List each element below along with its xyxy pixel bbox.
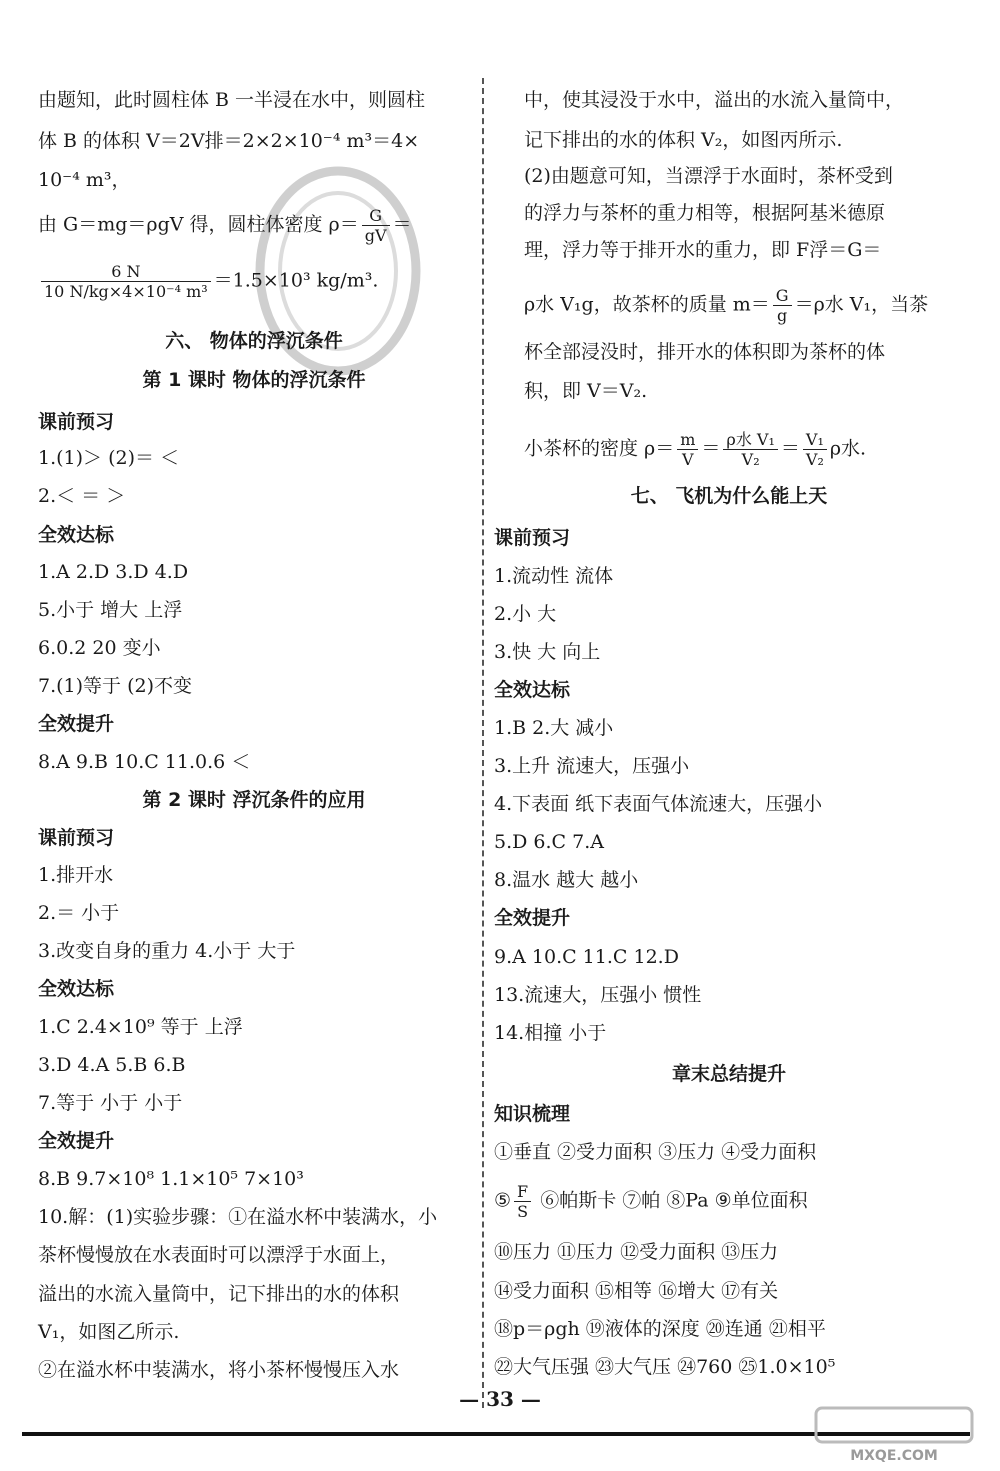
formula-text: 由 G＝mg＝ρgV 得，圆柱体密度 ρ＝ (38, 213, 359, 236)
answer-line: ②在溢水杯中装满水，将小茶杯慢慢压入水 (38, 1359, 400, 1381)
answer-line: 1.流动性 流体 (494, 565, 614, 587)
text-line: 的浮力与茶杯的重力相等，根据阿基米德原 (524, 202, 886, 224)
answer-line: 14.相撞 小于 (494, 1022, 607, 1044)
subsection-heading: 课前预习 (38, 827, 115, 849)
section-title: 七、 飞机为什么能上天 (630, 485, 828, 507)
numerator: m (677, 430, 698, 450)
answer-line: 3.改变自身的重力 4.小于 大于 (38, 940, 296, 962)
answer-line: 3.D 4.A 5.B 6.B (38, 1054, 186, 1076)
denominator: V₂ (741, 450, 760, 469)
text-line: 中，使其浸没于水中，溢出的水流入量筒中， (524, 89, 905, 111)
answer-line: 4.下表面 纸下表面气体流速大，压强小 (494, 793, 823, 815)
subsection-heading: 课前预习 (494, 527, 571, 549)
subsection-heading: 全效达标 (38, 978, 115, 1000)
answer-text: ⑥帕斯卡 ⑦帕 ⑧Pa ⑨单位面积 (534, 1189, 808, 1212)
formula-text: 小茶杯的密度 ρ＝ (524, 437, 675, 460)
section-title: 章末总结提升 (671, 1063, 786, 1085)
text-line: 理，浮力等于排开水的重力，即 F浮＝G＝ (524, 239, 882, 261)
answer-line (494, 1182, 808, 1221)
formula-text: ＝ (780, 437, 800, 460)
fraction (803, 430, 827, 469)
subsection-heading: 知识梳理 (494, 1103, 571, 1125)
text-line: 积，即 V＝V₂. (524, 380, 648, 402)
fraction (41, 262, 211, 301)
answer-line: 1.A 2.D 3.D 4.D (38, 561, 189, 583)
answer-line: 3.快 大 向上 (494, 641, 601, 663)
fraction (677, 430, 698, 469)
denominator: V (682, 450, 694, 469)
text-line: 杯全部浸没时，排开水的体积即为茶杯的体 (524, 341, 886, 363)
page-number: — 33 — (459, 1387, 541, 1411)
answer-line: ⑭受力面积 ⑮相等 ⑯增大 ⑰有关 (494, 1280, 779, 1302)
subsection-heading: 课前预习 (38, 411, 115, 433)
text-line: 记下排出的水的体积 V₂，如图丙所示. (524, 129, 843, 151)
column-divider (482, 78, 484, 1408)
answer-line: 5.D 6.C 7.A (494, 831, 604, 853)
formula-line (524, 430, 866, 469)
answer-line: 9.A 10.C 11.C 12.D (494, 946, 679, 968)
fraction (362, 206, 390, 245)
formula-text: ρ水. (829, 437, 867, 460)
answer-line: 1.排开水 (38, 864, 114, 886)
formula-line (38, 206, 412, 245)
formula-line (38, 262, 378, 301)
lesson-title: 第 2 课时 浮沉条件的应用 (142, 789, 366, 811)
formula-text: ρ水 V₁g，故茶杯的质量 m＝ (524, 293, 770, 316)
section-title: 六、 物体的浮沉条件 (165, 330, 343, 352)
svg-text:MXQE.COM: MXQE.COM (850, 1448, 938, 1464)
numerator: G (773, 286, 792, 306)
answer-line: 6.0.2 20 变小 (38, 637, 161, 659)
subsection-heading: 全效提升 (494, 907, 571, 929)
text-line: 10⁻⁴ m³， (38, 169, 131, 191)
answer-text: ⑤ (494, 1189, 512, 1212)
formula-line (524, 286, 928, 325)
answer-line: 8.B 9.7×10⁸ 1.1×10⁵ 7×10³ (38, 1168, 304, 1190)
subsection-heading: 全效达标 (38, 524, 115, 546)
answer-line: 10.解：(1)实验步骤：①在溢水杯中装满水，小 (38, 1206, 438, 1228)
denominator: g (777, 306, 788, 325)
answer-line: ①垂直 ②受力面积 ③压力 ④受力面积 (494, 1141, 817, 1163)
answer-line: 溢出的水流入量筒中，记下排出的水的体积 (38, 1283, 400, 1305)
formula-text: ＝ρ水 V₁，当茶 (794, 293, 929, 316)
numerator: G (362, 206, 390, 226)
answer-line: 7.等于 小于 小于 (38, 1092, 183, 1114)
numerator: 6 N (41, 262, 211, 282)
answer-line: 1.C 2.4×10⁹ 等于 上浮 (38, 1016, 243, 1038)
text-line: (2)由题意可知，当漂浮于水面时，茶杯受到 (524, 165, 893, 187)
answer-line: 8.温水 越大 越小 (494, 869, 639, 891)
denominator: S (517, 1202, 529, 1221)
formula-text: ＝ (392, 213, 412, 236)
watermark-logo (814, 1406, 974, 1466)
text-line: 体 B 的体积 V＝2V排＝2×2×10⁻⁴ m³＝4× (38, 130, 420, 152)
answer-line: 2.＝ 小于 (38, 902, 120, 924)
formula-text: ＝ (701, 437, 721, 460)
answer-line: 1.(1)＞ (2)＝ ＜ (38, 447, 180, 469)
answer-line: 2.＜ ＝ ＞ (38, 485, 126, 507)
answer-line: ⑱p＝ρgh ⑲液体的深度 ⑳连通 ㉑相平 (494, 1318, 826, 1340)
text-line: 由题知，此时圆柱体 B 一半浸在水中，则圆柱 (38, 89, 426, 111)
denominator: gV (364, 226, 387, 245)
answer-line: 茶杯慢慢放在水表面时可以漂浮于水面上， (38, 1244, 400, 1266)
answer-line: 2.小 大 (494, 603, 557, 625)
subsection-heading: 全效提升 (38, 1130, 115, 1152)
subsection-heading: 全效达标 (494, 679, 571, 701)
answer-line: 5.小于 增大 上浮 (38, 599, 183, 621)
subsection-heading: 全效提升 (38, 713, 115, 735)
denominator: V₂ (805, 450, 824, 469)
numerator: ρ水 V₁ (723, 430, 777, 450)
answer-line: V₁，如图乙所示. (38, 1321, 180, 1343)
answer-line: 8.A 9.B 10.C 11.0.6 ＜ (38, 751, 251, 773)
answer-line: 13.流速大，压强小 惯性 (494, 984, 702, 1006)
fraction (514, 1182, 531, 1221)
answer-line: 7.(1)等于 (2)不变 (38, 675, 192, 697)
answer-line: ㉒大气压强 ㉓大气压 ㉔760 ㉕1.0×10⁵ (494, 1356, 836, 1378)
formula-text: ＝1.5×10³ kg/m³. (213, 269, 379, 292)
numerator: F (514, 1182, 531, 1202)
answer-line: 1.B 2.大 减小 (494, 717, 614, 739)
answer-line: 3.上升 流速大，压强小 (494, 755, 690, 777)
denominator: 10 N/kg×4×10⁻⁴ m³ (44, 282, 208, 301)
fraction (773, 286, 792, 325)
lesson-title: 第 1 课时 物体的浮沉条件 (142, 369, 366, 391)
numerator: V₁ (803, 430, 827, 450)
fraction (723, 430, 777, 469)
answer-line: ⑩压力 ⑪压力 ⑫受力面积 ⑬压力 (494, 1241, 779, 1263)
